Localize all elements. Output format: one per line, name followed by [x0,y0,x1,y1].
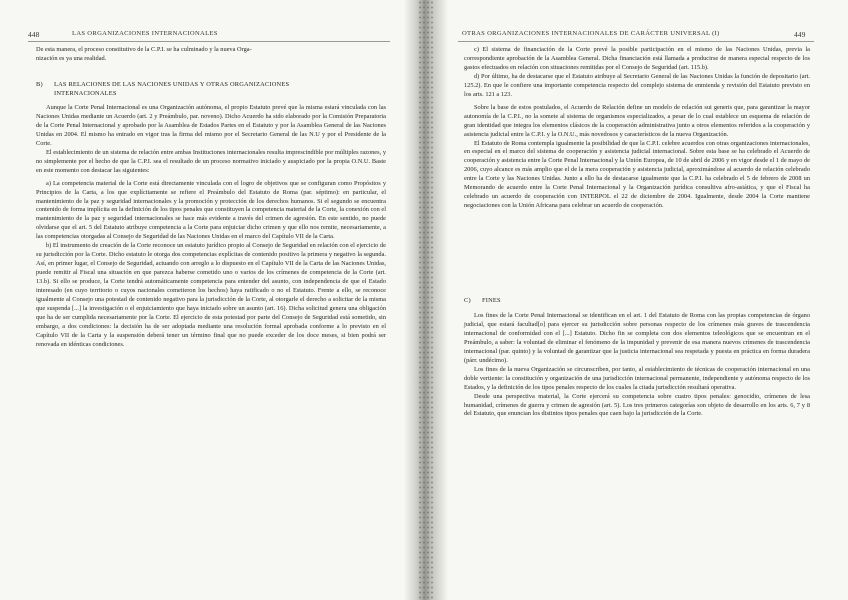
paragraph: a) La competencia material de la Corte está directamente vinculada con el logro de objetivos que se configuran como Propósitos y Principios de la Carta, a los que explícitamente se refiere el Preámbulo del Estatuto de Roma (par. séptimo): en particular, el mantenimiento de la paz y seguridad internacionales y la promoción y protección de los derechos humanos. Si el segundo se encuentra contenido de forma implícita en la definición de los tipos penales que constituyen la competencia material de la Corte, la conexión con el mantenimiento de la paz y seguridad internacionales se hace más evidente a través del crimen de agresión. En este sentido, no puede olvidarse que el art. 5 del Estatuto atribuye competencia a la Corte para enjuiciar dicho crimen y que ello nos remite, necesariamente, a las competencias otorgadas al Consejo de Seguridad de las Naciones Unidas en el marco del Capítulo VII de la Carta. [36,179,386,241]
section-title-line: LAS RELACIONES DE LAS NACIONES UNIDAS Y OTRAS ORGANIZACIONES [54,81,290,88]
paragraph: El Estatuto de Roma contempla igualmente la posibilidad de que la C.P.I. celebre acuerdos con otras organizaciones internacionales, en especial en el marco del sistema de cooperación y asistencia judicial internacional. Sobre esta base se ha celebrado el Acuerdo de cooperación y asistencia entre la Corte Penal Internacional y la Unión Europea, de 10 de abril de 2006 y en vigor desde el 1 de mayo de 2006, cuyo alcance es más amplio que el de la mera cooperación y asistencia judicial, aproximándose al acuerdo de relación celebrado entre la Corte y las Naciones Unidas. Junto a ello ha de destacarse igualmente que la C.P.I. ha celebrado el 5 de febrero de 2008 un Memorando de acuerdo entre la Corte Penal Internacional y la Organización jurídica consultiva afro-asiática, y que el Fiscal ha celebrado un acuerdo de cooperación con INTERPOL el 22 de diciembre de 2004. Igualmente, desde 2004 la Corte mantiene negociaciones con la Unión Africana para celebrar un acuerdo de cooperación. [464,139,810,210]
right-page [428,0,848,600]
intro-text [36,46,386,64]
section-heading-b [36,80,386,98]
header-rule-left [28,41,390,42]
paragraph: Los fines de la Corte Penal Internacional se identifican en el art. 1 del Estatuto de Roma con las propias competencias de órgano judicial, que estará facultad[o] para ejercer su jurisdicción sobre personas respecto de los crímenes más graves de trascendencia internacional de conformidad con el [...] Estatuto. Dicho fin se completa con dos elementos teleológicos que se encuentran en el Preámbulo, a saber: la voluntad de eliminar el fenómeno de la impunidad y prevenir de esa manera nuevos crímenes de trascendencia internacional (par. quinto) y la voluntad de garantizar que la justicia internacional sea respetada y puesta en práctica en forma duradera (párr. undécimo). [464,312,810,364]
paragraph: c) El sistema de financiación de la Corte prevé la posible participación en el mismo de las Naciones Unidas, previa la correspondiente aprobación de la Asamblea General. Dicha financiación está llamada a producirse de manera especial respecto de los gastos efectuados en relación con situaciones remitidas por el Consejo de Seguridad (art. 115.b). [464,46,810,71]
paragraph: Sobre la base de estos postulados, el Acuerdo de Relación define un modelo de relación sui generis que, para garantizar la mayor autonomía de la C.P.I., no la somete al sistema de organismos especializados, a pesar de lo cual establece un esquema de relación de gran identidad que integra los elementos clásicos de la cooperación administrativa junto a otros elementos referidos a la cooperación y asistencia judicial entre la C.P.I. y la O.N.U., más novedosos y característicos de la nueva Organización. [464,103,810,138]
section-title-line: INTERNACIONALES [54,90,117,97]
page-number-left: 448 [28,30,40,39]
section-heading-c [464,296,810,305]
paragraph: Los fines de la nueva Organización se circunscriben, por tanto, al establecimiento de técnicas de cooperación internacional en una doble vertiente: la constitución y organización de una jurisdicción internacional permanente, independiente y autónoma respecto de los Estados, y la definición de los tipos penales respecto de los cuales la citada jurisdicción resultará operativa. [464,365,810,391]
header-rule-right [458,41,814,42]
paragraph: b) El instrumento de creación de la Corte reconoce un estatuto jurídico propio al Consejo de Seguridad en relación con el ejercicio de su jurisdicción por la Corte. Dicho estatuto le otorga dos competencias explícitas de contenido positivo la primera y negativo la segunda. Así, en primer lugar, el Consejo de Seguridad, actuando con arreglo a lo dispuesto en el Capítulo VII de la Carta de las Naciones Unidas, puede remitir al Fiscal una situación en que parezca haberse cometido uno o varios de los crímenes de competencia de la Corte (art. 13.b). Si ello se produce, la Corte tendrá automáticamente competencia para entender del asunto, con independencia de que el Estado interesado (en cuyo territorio o cuyos nacionales cometieron los hechos) haya ratificado o no el Estatuto. Frente a ello, se reconoce igualmente al Consejo una potestad de contenido negativo para la jurisdicción de la Corte, al otorgarle el derecho a solicitar de la misma que suspenda [...] la investigación o el enjuiciamiento que haya iniciado sobre un asunto (art. 16). Dicha solicitud genera una obligación que ha de ser cumplida necesariamente por la Corte. El ejercicio de esta potestad por parte del Consejo de Seguridad está sometido, sin embargo, a dos condiciones: la decisión ha de ser adoptada mediante una resolución formal aprobada conforme a lo previsto en el Capítulo VII de la Carta y la suspensión deberá tener un término final que no puede exceder de los doce meses, si bien podrá ser renovada en idénticas condiciones. [36,242,386,348]
section-letter: C) [464,297,471,304]
page-number-right: 449 [794,30,806,39]
left-page [0,0,420,600]
left-body [36,104,386,350]
paragraph: El establecimiento de un sistema de relación entre ambas Instituciones internacionales resulta imprescindible por múltiples razones, y no simplemente por el hecho de que la C.P.I. sea el resultado de un proceso normativo iniciado y auspiciado por la propia O.N.U. Baste en este momento con destacar las siguientes: [36,148,386,174]
right-body [464,46,810,211]
intro-line: De esta manera, el proceso constitutivo de la C.P.I. se ha culminado y la nueva Orga- [36,46,252,53]
paragraph: Aunque la Corte Penal Internacional es una Organización autónoma, el propio Estatuto prevé que la misma estará vinculada con las Naciones Unidas mediante un Acuerdo (art. 2 y Preámbulo, par. noveno). Dicho Acuerdo ha sido elaborado por la Comisión Preparatoria de la Corte Penal Internacional y aprobado por la Asamblea de Estados Partes en el Estatuto y por la Asamblea General de las Naciones Unidas en 2004. El mismo ha entrado en vigor tras la firma del mismo por el Secretario General de las N.U y por el Presidente de la Corte. [36,104,386,147]
paragraph: d) Por último, ha de destacarse que el Estatuto atribuye al Secretario General de las Naciones Unidas la función de depositario (art. 125.2). En que le confiere una importante competencia respecto del complejo sistema de enmienda y revisión del Estatuto previsto en los arts. 121 a 123. [464,72,810,98]
running-head-left: LAS ORGANIZACIONES INTERNACIONALES [72,30,218,37]
intro-line: nización es ya una realidad. [36,54,107,62]
section-title: FINES [482,297,501,304]
running-head-right: OTRAS ORGANIZACIONES INTERNACIONALES DE CARÁCTER UNIVERSAL (I) [462,30,720,37]
section-letter: B) [36,81,43,88]
paragraph: Desde una perspectiva material, la Corte ejercerá su competencia sobre cuatro tipos penales: genocidio, crímenes de lesa humanidad, crímenes de guerra y crimen de agresión (art. 5). Los tres primeros categorías son objeto de desarrollo en los arts. 6, 7 y 8 del Estatuto, que enuncian los distintos tipos penales que caen bajo la jurisdicción de la Corte. [464,392,810,418]
right-body-c [464,312,810,419]
